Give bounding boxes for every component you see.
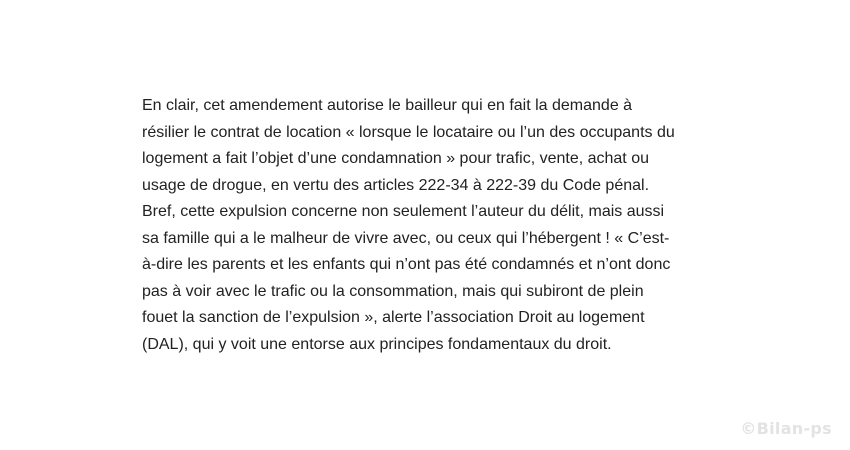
paragraph-line: En clair, cet amendement autorise le bailleur qui en fait la demande à [142,97,633,114]
watermark: ©Bilan-ps [740,419,832,438]
paragraph-line: Bref, cette expulsion concerne non seulement l’auteur du délit, mais aussi [142,203,665,220]
paragraph-line: à-dire les parents et les enfants qui n’ont pas été condamnés et n’ont donc [142,256,671,273]
paragraph-line: usage de drogue, en vertu des articles 222-34 à 222-39 du Code pénal. [142,176,650,194]
paragraph-line: résilier le contrat de location « lorsque le locataire ou l’un des occupants du [142,123,675,141]
paragraph-line: logement a fait l’objet d’une condamnation » pour trafic, vente, achat ou [142,150,649,167]
paragraph-line: pas à voir avec le trafic ou la consommation, mais qui subiront de plein [142,282,644,300]
article-body [142,93,716,358]
article-paragraph [142,93,716,358]
paragraph-line: fouet la sanction de l’expulsion », alerte l’association Droit au logement [142,309,645,326]
paragraph-line: (DAL), qui y voit une entorse aux principes fondamentaux du droit. [142,335,612,353]
paragraph-line: sa famille qui a le malheur de vivre avec, ou ceux qui l’hébergent ! « C’est- [142,229,670,247]
